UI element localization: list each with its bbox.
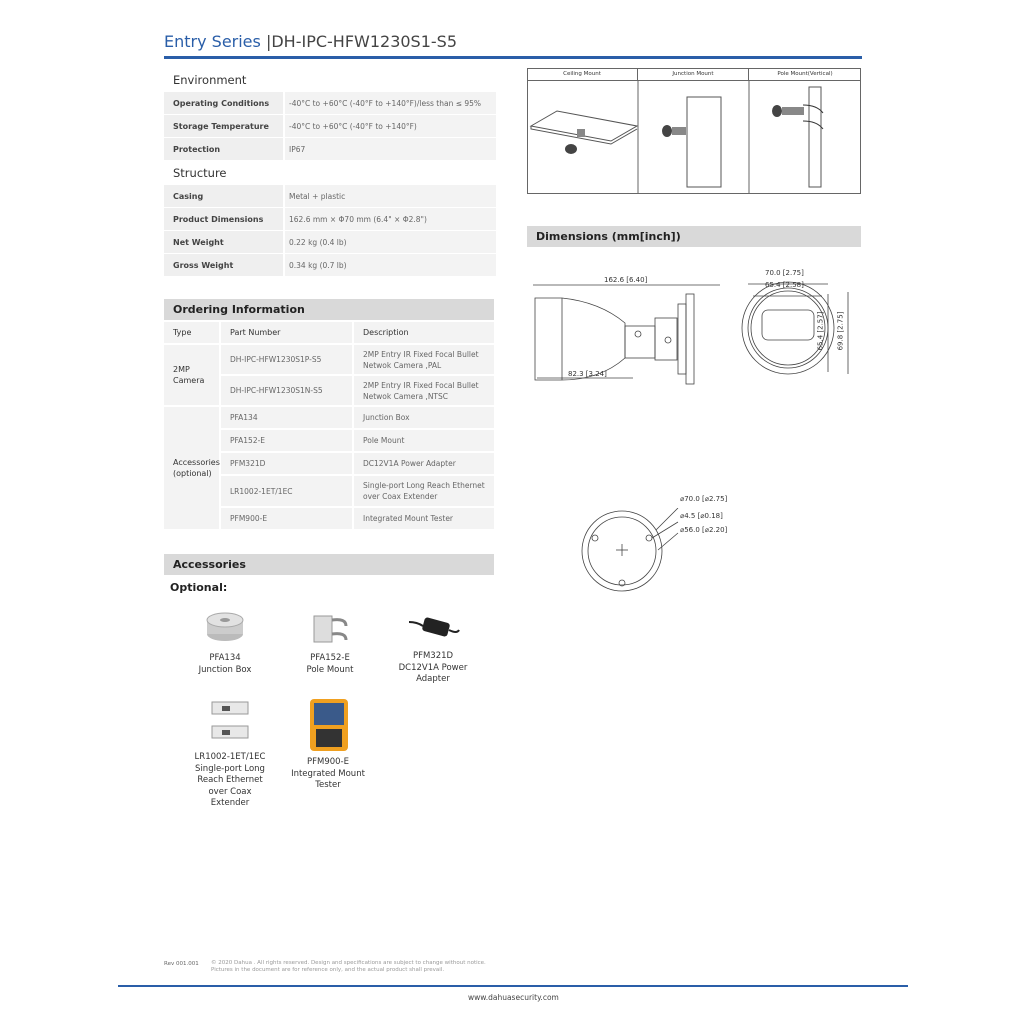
part-number: DH-IPC-HFW1230S1N-S5 (221, 376, 352, 405)
base-plate-drawing (578, 508, 738, 598)
accessory-name: PFA134 (209, 653, 241, 663)
accessory-caption (275, 653, 385, 676)
mount-illustrations (527, 81, 861, 193)
spec-row (164, 92, 496, 114)
part-number: PFA152-E (221, 430, 352, 451)
spec-value: 0.22 kg (0.4 lb) (285, 231, 496, 253)
power-adapter-image (405, 612, 463, 640)
accessory-desc: Junction Box (198, 664, 252, 675)
copyright-text: © 2020 Dahua . All rights reserved. Design and specifications are subject to change without notice. (211, 960, 486, 966)
spec-row (164, 138, 496, 160)
accessory-desc: Integrated Mount Tester (291, 768, 365, 790)
dim-base-hole: ⌀4.5 [⌀0.18] (680, 512, 723, 520)
spec-row (164, 185, 496, 207)
copyright (211, 960, 486, 974)
series-name: Entry Series (164, 32, 261, 51)
dim-front-height-outer: 69.8 [2.75] (836, 311, 845, 351)
accessory-name: LR1002-1ET/1EC (194, 752, 266, 762)
part-number: PFM900-E (221, 508, 352, 529)
dim-front-inner: 65.4 [2.58] (765, 281, 804, 289)
dim-side-length: 162.6 [6.40] (604, 276, 648, 284)
revision: Rev 001.001 (164, 961, 199, 967)
header-rule (164, 56, 862, 59)
spec-value: 162.6 mm × Φ70 mm (6.4" × Φ2.8") (285, 208, 496, 230)
separator: | (265, 32, 272, 51)
dimensions-title: Dimensions (mm[inch]) (527, 226, 861, 247)
structure-title: Structure (173, 166, 227, 180)
junction-box-image (200, 608, 250, 644)
col-header-desc: Description (354, 322, 494, 343)
mount-header: Pole Mount(Vertical) (777, 71, 833, 77)
spec-label: Product Dimensions (164, 208, 283, 230)
spec-label: Operating Conditions (164, 92, 283, 114)
accessory-name: PFA152-E (310, 653, 350, 663)
mount-header: Junction Mount (638, 68, 749, 80)
part-number: LR1002-1ET/1EC (221, 476, 352, 506)
disclaimer-text: Pictures in the document are for reference only, and the actual product shall prevail. (211, 967, 445, 973)
ordering-title: Ordering Information (164, 299, 494, 320)
part-description: Junction Box (354, 407, 494, 428)
part-number: PFM321D (221, 453, 352, 474)
part-description: Integrated Mount Tester (354, 508, 494, 529)
spec-row (164, 231, 496, 253)
spec-label: Casing (164, 185, 283, 207)
col-header-part: Part Number (221, 322, 352, 343)
accessory-caption (175, 752, 285, 810)
accessory-name: PFM900-E (306, 757, 349, 767)
eoc-extender-image (208, 698, 254, 744)
spec-value: IP67 (285, 138, 496, 160)
dim-base-inner: ⌀56.0 [⌀2.20] (680, 526, 728, 534)
mount-header: Ceiling Mount (527, 68, 638, 80)
dim-front-outer: 70.0 [2.75] (765, 269, 804, 277)
spec-value: -40°C to +60°C (-40°F to +140°F) (285, 115, 496, 137)
accessories-title: Accessories (164, 554, 494, 575)
part-number: DH-IPC-HFW1230S1P-S5 (221, 345, 352, 374)
part-description: DC12V1A Power Adapter (354, 453, 494, 474)
spec-row (164, 115, 496, 137)
spec-value: Metal + plastic (285, 185, 496, 207)
page-title (164, 32, 457, 51)
spec-row (164, 254, 496, 276)
website-link[interactable]: www.dahuasecurity.com (468, 993, 559, 1002)
accessory-name: PFM321D (412, 651, 454, 661)
mount-tester-image (308, 697, 350, 753)
model-name: DH-IPC-HFW1230S1-S5 (271, 32, 457, 51)
accessory-caption (170, 653, 280, 676)
accessory-desc: DC12V1A Power Adapter (398, 662, 468, 684)
spec-label: Storage Temperature (164, 115, 283, 137)
part-description: Pole Mount (354, 430, 494, 451)
dim-base-outer: ⌀70.0 [⌀2.75] (680, 495, 728, 503)
accessory-desc: Pole Mount (306, 664, 354, 675)
type-camera: 2MP Camera (164, 345, 219, 405)
footer-rule (118, 985, 908, 987)
type-accessories: Accessories (optional) (164, 407, 219, 529)
part-description: Single-port Long Reach Ethernet over Coax Extender (354, 476, 494, 506)
dim-side-body: 82.3 [3.24] (568, 370, 607, 378)
spec-row (164, 208, 496, 230)
part-number: PFA134 (221, 407, 352, 428)
spec-value: 0.34 kg (0.7 lb) (285, 254, 496, 276)
part-description: 2MP Entry IR Fixed Focal Bullet Netwok Camera ,NTSC (354, 376, 494, 405)
pole-mount-image (308, 610, 352, 644)
spec-label: Protection (164, 138, 283, 160)
spec-label: Net Weight (164, 231, 283, 253)
environment-title: Environment (173, 73, 247, 87)
accessory-caption (378, 651, 488, 686)
col-header-type: Type (164, 322, 219, 343)
optional-label: Optional: (170, 581, 228, 594)
dim-front-height-inner: 65.4 [2.57] (816, 311, 825, 351)
part-description: 2MP Entry IR Fixed Focal Bullet Netwok Camera ,PAL (354, 345, 494, 374)
spec-label: Gross Weight (164, 254, 283, 276)
accessory-caption (273, 757, 383, 792)
accessory-desc: Single-port Long Reach Ethernet over Coax Extender (195, 763, 265, 808)
spec-value: -40°C to +60°C (-40°F to +140°F)/less than ≤ 95% (285, 92, 496, 114)
